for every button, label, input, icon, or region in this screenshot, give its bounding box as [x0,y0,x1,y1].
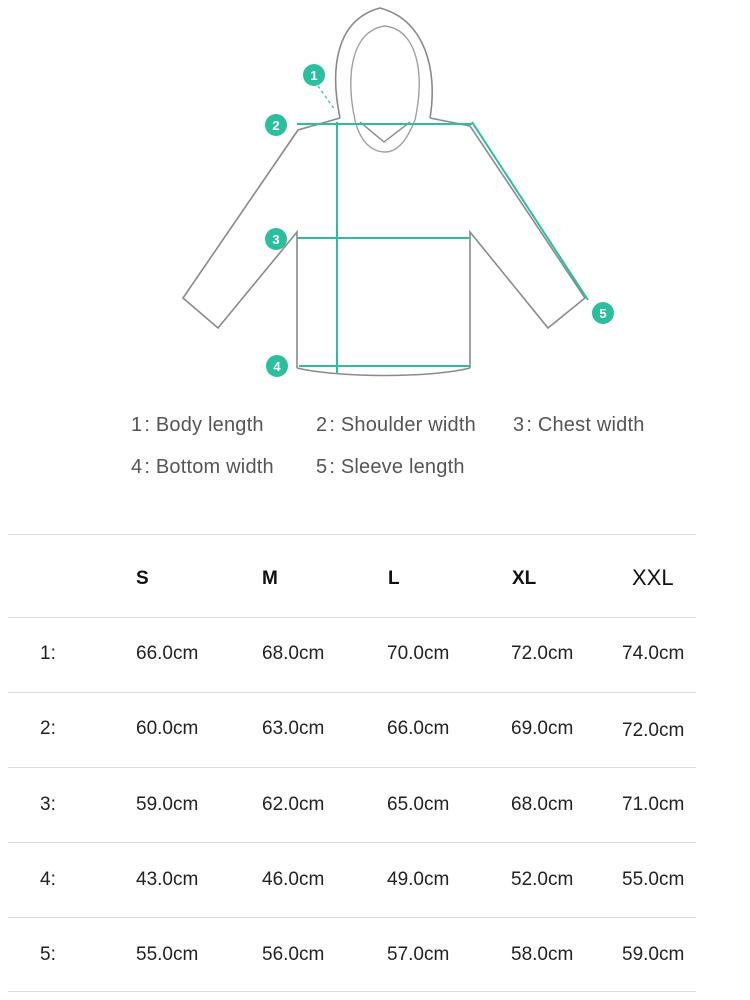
table-cell: 72.0cm [622,720,685,741]
legend-colon: : [144,414,156,436]
marker-4 [266,355,288,377]
table-cell: 49.0cm [387,869,450,890]
legend-colon: : [526,414,538,436]
table-cell: 66.0cm [136,643,199,664]
table-divider [8,991,696,992]
marker-3 [265,228,287,250]
table-cell: 70.0cm [387,643,450,664]
size-header-xl: XL [512,568,537,589]
table-cell: 58.0cm [511,944,574,965]
legend-label: Chest width [537,414,645,436]
table-cell: 55.0cm [136,944,199,965]
row-label: 4: [40,869,56,890]
marker-1-label: 1 [310,68,318,83]
table-cell: 68.0cm [262,643,325,664]
legend-number: 4 [131,456,143,478]
size-header-l: L [388,568,400,589]
table-divider [8,692,696,693]
marker-2 [265,114,287,136]
table-divider [8,842,696,843]
legend-item-sleeve-length [316,456,465,479]
hood-opening-outline [351,26,419,152]
legend-label: Sleeve length [340,456,465,478]
legend-colon: : [329,456,341,478]
legend-item-body-length [131,414,264,437]
marker-4-label: 4 [273,359,281,374]
table-cell: 59.0cm [622,944,685,965]
table-cell: 55.0cm [622,869,685,890]
legend-item-bottom-width [131,456,274,479]
body-right-outline [430,118,585,368]
hem-outline [297,368,470,376]
legend-label: Body length [155,414,264,436]
legend-number: 5 [316,456,328,478]
table-cell: 71.0cm [622,794,685,815]
table-cell: 72.0cm [511,643,574,664]
legend-label: Shoulder width [340,414,476,436]
marker-1-leader [318,86,335,110]
legend-item-shoulder-width [316,414,476,437]
table-cell: 56.0cm [262,944,325,965]
row-label: 5: [40,944,56,965]
row-label: 1: [40,643,56,664]
legend-number: 2 [316,414,328,436]
marker-1 [303,64,325,86]
hoodie-diagram [0,0,750,400]
marker-3-label: 3 [272,232,280,247]
table-cell: 57.0cm [387,944,450,965]
legend-label: Bottom width [155,456,274,478]
size-header-xxl: XXL [632,565,674,590]
marker-5 [592,302,614,324]
row-label: 2: [40,718,56,739]
table-divider [8,617,696,618]
table-cell: 52.0cm [511,869,574,890]
table-divider [8,767,696,768]
legend-colon: : [144,456,156,478]
table-cell: 63.0cm [262,718,325,739]
table-cell: 62.0cm [262,794,325,815]
marker-5-label: 5 [599,306,607,321]
table-divider [8,534,696,535]
table-cell: 59.0cm [136,794,199,815]
body-left-outline [183,118,340,368]
legend-number: 1 [131,414,143,436]
table-cell: 68.0cm [511,794,574,815]
legend-number: 3 [513,414,525,436]
table-cell: 66.0cm [387,718,450,739]
marker-2-label: 2 [272,118,280,133]
table-cell: 69.0cm [511,718,574,739]
table-cell: 46.0cm [262,869,325,890]
table-cell: 60.0cm [136,718,199,739]
size-header-s: S [136,568,149,589]
table-cell: 74.0cm [622,643,685,664]
table-cell: 43.0cm [136,869,199,890]
legend-item-chest-width [513,414,645,437]
legend-colon: : [329,414,341,436]
size-header-m: M [262,568,278,589]
table-divider [8,917,696,918]
row-label: 3: [40,794,56,815]
table-cell: 65.0cm [387,794,450,815]
sleeve-length-line [472,122,588,300]
